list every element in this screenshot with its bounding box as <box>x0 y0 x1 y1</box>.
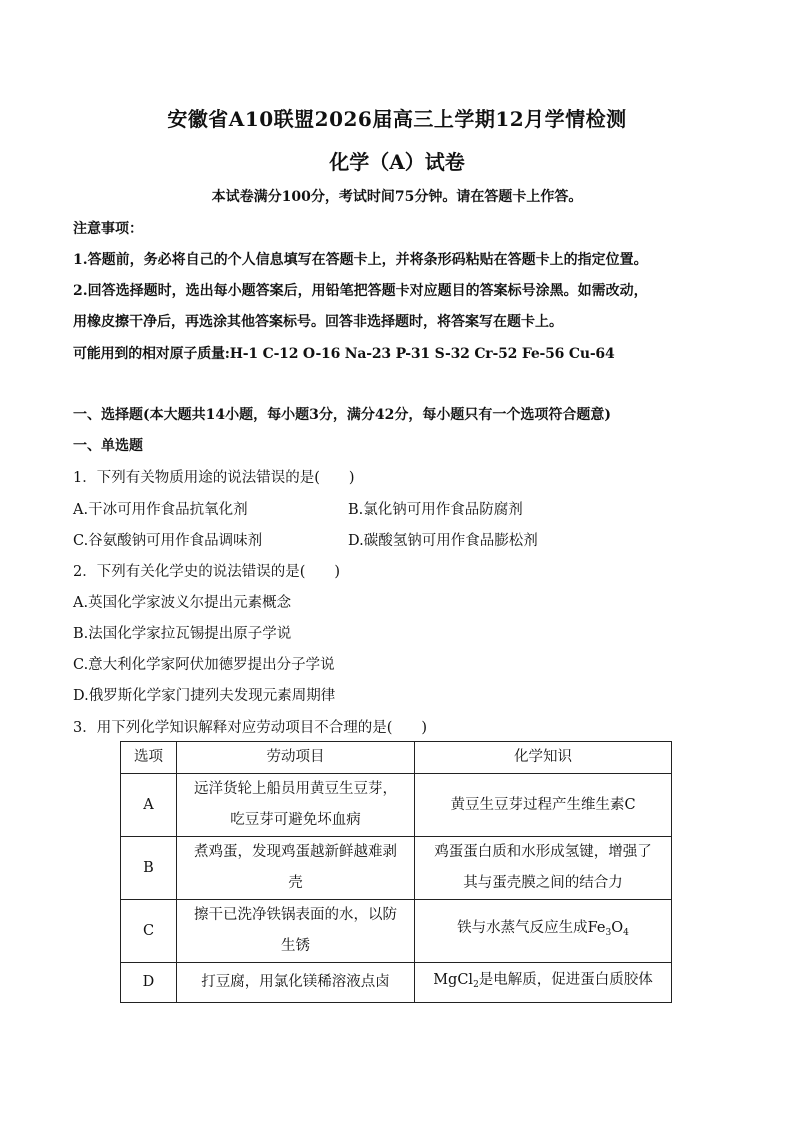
q3-table <box>120 741 672 1003</box>
row-labor-line1: 擦干已洗净铁锅表面的水，以防 <box>194 907 397 923</box>
row-labor <box>177 837 415 900</box>
q2-option-d: D.俄罗斯化学家门捷列夫发现元素周期律 <box>73 688 336 704</box>
q2-option-b: B.法国化学家拉瓦锡提出原子学说 <box>73 626 292 642</box>
question-3-stem: 3．用下列化学知识解释对应劳动项目不合理的是( ) <box>73 720 428 736</box>
notice-item-2-cont: 用橡皮擦干净后，再选涂其他答案标号。回答非选择题时，将答案写在题卡上。 <box>73 314 563 330</box>
chem-text: 是电解质，促进蛋白质胶体 <box>478 971 653 988</box>
exam-info: 本试卷满分100分，考试时间75分钟。请在答题卡上作答。 <box>211 189 583 205</box>
table-header-row <box>121 742 672 774</box>
atomic-masses: 可能用到的相对原子质量:H-1 C-12 O-16 Na-23 P-31 S-32 Cr-52 Fe-56 Cu-64 <box>73 346 615 362</box>
row-labor-line1: 远洋货轮上船员用黄豆生豆芽， <box>194 781 397 797</box>
row-chem <box>415 900 672 963</box>
subject-title: 化学（A）试卷 <box>329 150 465 174</box>
notice-heading: 注意事项： <box>73 221 143 237</box>
row-option: C <box>121 900 177 963</box>
table-row <box>121 963 672 1003</box>
notice-item-2: 2.回答选择题时，选出每小题答案后，用铅笔把答题卡对应题目的答案标号涂黑。如需改动， <box>73 283 648 299</box>
chem-subscript: 4 <box>623 928 629 938</box>
section-subheading: 一、单选题 <box>73 438 143 454</box>
row-labor-line1: 煮鸡蛋，发现鸡蛋越新鲜越难剥 <box>194 844 397 860</box>
question-2-stem: 2．下列有关化学史的说法错误的是( ) <box>73 564 341 580</box>
q1-option-a: A.干冰可用作食品抗氧化剂 <box>73 502 248 518</box>
row-chem-line2: 其与蛋壳膜之间的结合力 <box>463 875 623 891</box>
row-chem-line1: 鸡蛋蛋白质和水形成氢键，增强了 <box>434 844 652 860</box>
table-row <box>121 837 672 900</box>
q2-option-a: A.英国化学家波义尔提出元素概念 <box>73 595 292 611</box>
row-labor-line2: 吃豆芽可避免坏血病 <box>230 812 361 828</box>
question-1-stem: 1．下列有关物质用途的说法错误的是( ) <box>73 470 355 486</box>
chem-text: 铁与水蒸气反应生成Fe <box>457 920 606 936</box>
row-labor: 打豆腐，用氯化镁稀溶液点卤 <box>177 963 415 1003</box>
row-chem: 黄豆生豆芽过程产生维生素C <box>415 774 672 837</box>
row-labor <box>177 774 415 837</box>
chem-text: MgCl <box>433 971 474 988</box>
row-option: B <box>121 837 177 900</box>
table-row <box>121 774 672 837</box>
row-option: D <box>121 963 177 1003</box>
row-labor-line2: 壳 <box>288 875 303 891</box>
table-row <box>121 900 672 963</box>
row-chem <box>415 963 672 1003</box>
chem-subscript: 3 <box>605 928 612 938</box>
row-labor <box>177 900 415 963</box>
header-option: 选项 <box>121 742 177 774</box>
section-heading: 一、选择题(本大题共14小题，每小题3分，满分42分，每小题只有一个选项符合题意) <box>73 407 611 423</box>
header-labor: 劳动项目 <box>177 742 415 774</box>
header-chem: 化学知识 <box>415 742 672 774</box>
q1-option-c: C.谷氨酸钠可用作食品调味剂 <box>73 533 263 549</box>
q1-option-d: D.碳酸氢钠可用作食品膨松剂 <box>348 533 538 549</box>
chem-text: O <box>611 920 624 936</box>
row-chem <box>415 837 672 900</box>
exam-title: 安徽省A10联盟2026届高三上学期12月学情检测 <box>167 107 627 131</box>
notice-item-1: 1.答题前，务必将自己的个人信息填写在答题卡上，并将条形码粘贴在答题卡上的指定位置。 <box>73 252 648 268</box>
chem-subscript: 2 <box>473 979 479 990</box>
row-option: A <box>121 774 177 837</box>
q1-option-b: B.氯化钠可用作食品防腐剂 <box>348 502 523 518</box>
row-labor-line2: 生锈 <box>281 938 310 954</box>
q2-option-c: C.意大利化学家阿伏加德罗提出分子学说 <box>73 657 335 673</box>
